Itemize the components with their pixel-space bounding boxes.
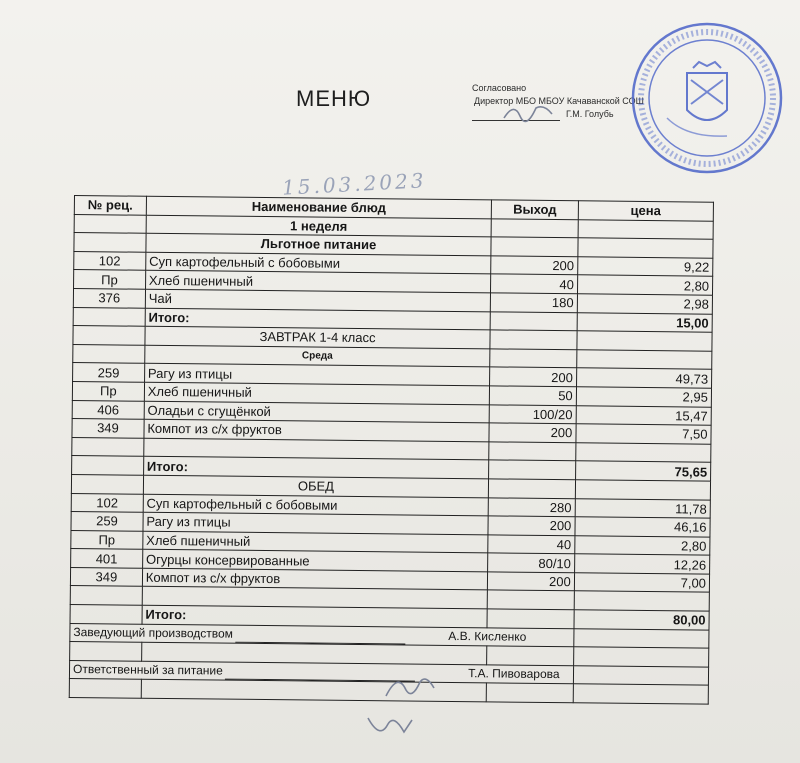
dish-name: Хлеб пшеничный — [143, 531, 489, 553]
dish-portion: 40 — [491, 274, 578, 293]
dish-portion: 100/20 — [489, 404, 576, 423]
dish-price: 7,50 — [576, 424, 711, 444]
recipe-code: Пр — [71, 530, 143, 549]
dish-portion: 80/10 — [488, 553, 575, 572]
dish-price: 2,80 — [577, 275, 712, 295]
handwritten-signature-icon — [380, 670, 440, 704]
approval-name: Г.М. Голубь — [566, 109, 614, 119]
dish-name: Огурцы консервированные — [142, 550, 488, 572]
production-manager-label: Заведующий производством — [73, 624, 234, 641]
dish-portion: 180 — [490, 293, 577, 312]
dish-price: 2,95 — [576, 387, 711, 407]
total-label: Итого: — [145, 308, 491, 330]
official-stamp-icon — [627, 18, 787, 178]
recipe-code: 102 — [71, 493, 143, 512]
dish-portion: 200 — [490, 367, 577, 386]
dish-portion: 40 — [488, 535, 575, 554]
week-label: 1 неделя — [146, 215, 492, 237]
approval-position: Директор МБО МБОУ Качаванской СОШ — [474, 96, 644, 106]
dish-name: Компот из с/х фруктов — [144, 419, 490, 441]
dish-price: 2,98 — [577, 294, 712, 314]
dish-price: 15,47 — [576, 405, 711, 425]
nutrition-responsible-label: Ответственный за питание — [72, 662, 223, 678]
menu-table — [69, 195, 714, 705]
handwritten-signature-icon — [500, 98, 560, 126]
header-dish-name: Наименование блюд — [146, 196, 492, 218]
handwritten-date: 15.03.2023 — [281, 168, 428, 200]
dish-price: 7,00 — [574, 573, 709, 593]
dish-portion: 280 — [488, 497, 575, 516]
section-title-breakfast: ЗАВТРАК 1-4 класс — [145, 326, 491, 348]
header-price: цена — [578, 201, 713, 221]
dish-price: 9,22 — [577, 257, 712, 277]
dish-name: Хлеб пшеничный — [145, 271, 491, 293]
recipe-code: 259 — [73, 363, 145, 382]
dish-price: 12,26 — [574, 554, 709, 574]
recipe-code: Пр — [74, 270, 146, 289]
dish-portion: 50 — [490, 386, 577, 405]
page-title: МЕНЮ — [296, 86, 372, 111]
recipe-code: 406 — [72, 400, 144, 419]
recipe-code: 259 — [71, 512, 143, 531]
dish-portion: 200 — [488, 516, 575, 535]
header-recipe-no: № рец. — [74, 196, 146, 215]
day-label: Среда — [145, 345, 491, 367]
dish-name: Суп картофельный с бобовыми — [146, 252, 492, 274]
dish-name: Рагу из птицы — [143, 512, 489, 534]
total-value: 75,65 — [575, 461, 710, 481]
dish-portion: 200 — [491, 256, 578, 275]
section-title-benefit: Льготное питание — [146, 233, 492, 255]
recipe-code: 349 — [70, 567, 142, 586]
dish-price: 11,78 — [575, 498, 710, 518]
approval-caption: Согласовано — [472, 83, 527, 93]
total-label: Итого: — [143, 457, 489, 479]
dish-name: Оладьи с сгущёнкой — [144, 401, 490, 423]
dish-portion: 200 — [489, 423, 576, 442]
dish-name: Рагу из птицы — [144, 364, 490, 386]
handwritten-signature-icon — [360, 710, 420, 744]
total-label: Итого: — [142, 605, 488, 627]
dish-price: 46,16 — [575, 517, 710, 537]
nutrition-responsible-name: Т.А. Пивоварова — [468, 666, 560, 682]
dish-portion: 200 — [488, 572, 575, 591]
total-value: 15,00 — [577, 312, 712, 332]
dish-name: Суп картофельный с бобовыми — [143, 494, 489, 516]
dish-name: Компот из с/х фруктов — [142, 568, 488, 590]
dish-name: Чай — [145, 289, 491, 311]
section-title-lunch: ОБЕД — [143, 475, 489, 497]
recipe-code: 102 — [74, 251, 146, 270]
total-value: 80,00 — [574, 610, 709, 630]
dish-price: 49,73 — [576, 368, 711, 388]
recipe-code: 376 — [73, 288, 145, 307]
header-portion: Выход — [491, 200, 578, 219]
dish-price: 2,80 — [575, 535, 710, 555]
dish-name: Хлеб пшеничный — [144, 382, 490, 404]
recipe-code: 401 — [71, 549, 143, 568]
recipe-code: Пр — [72, 381, 144, 400]
recipe-code: 349 — [72, 419, 144, 438]
production-manager-name: А.В. Кисленко — [448, 628, 527, 644]
